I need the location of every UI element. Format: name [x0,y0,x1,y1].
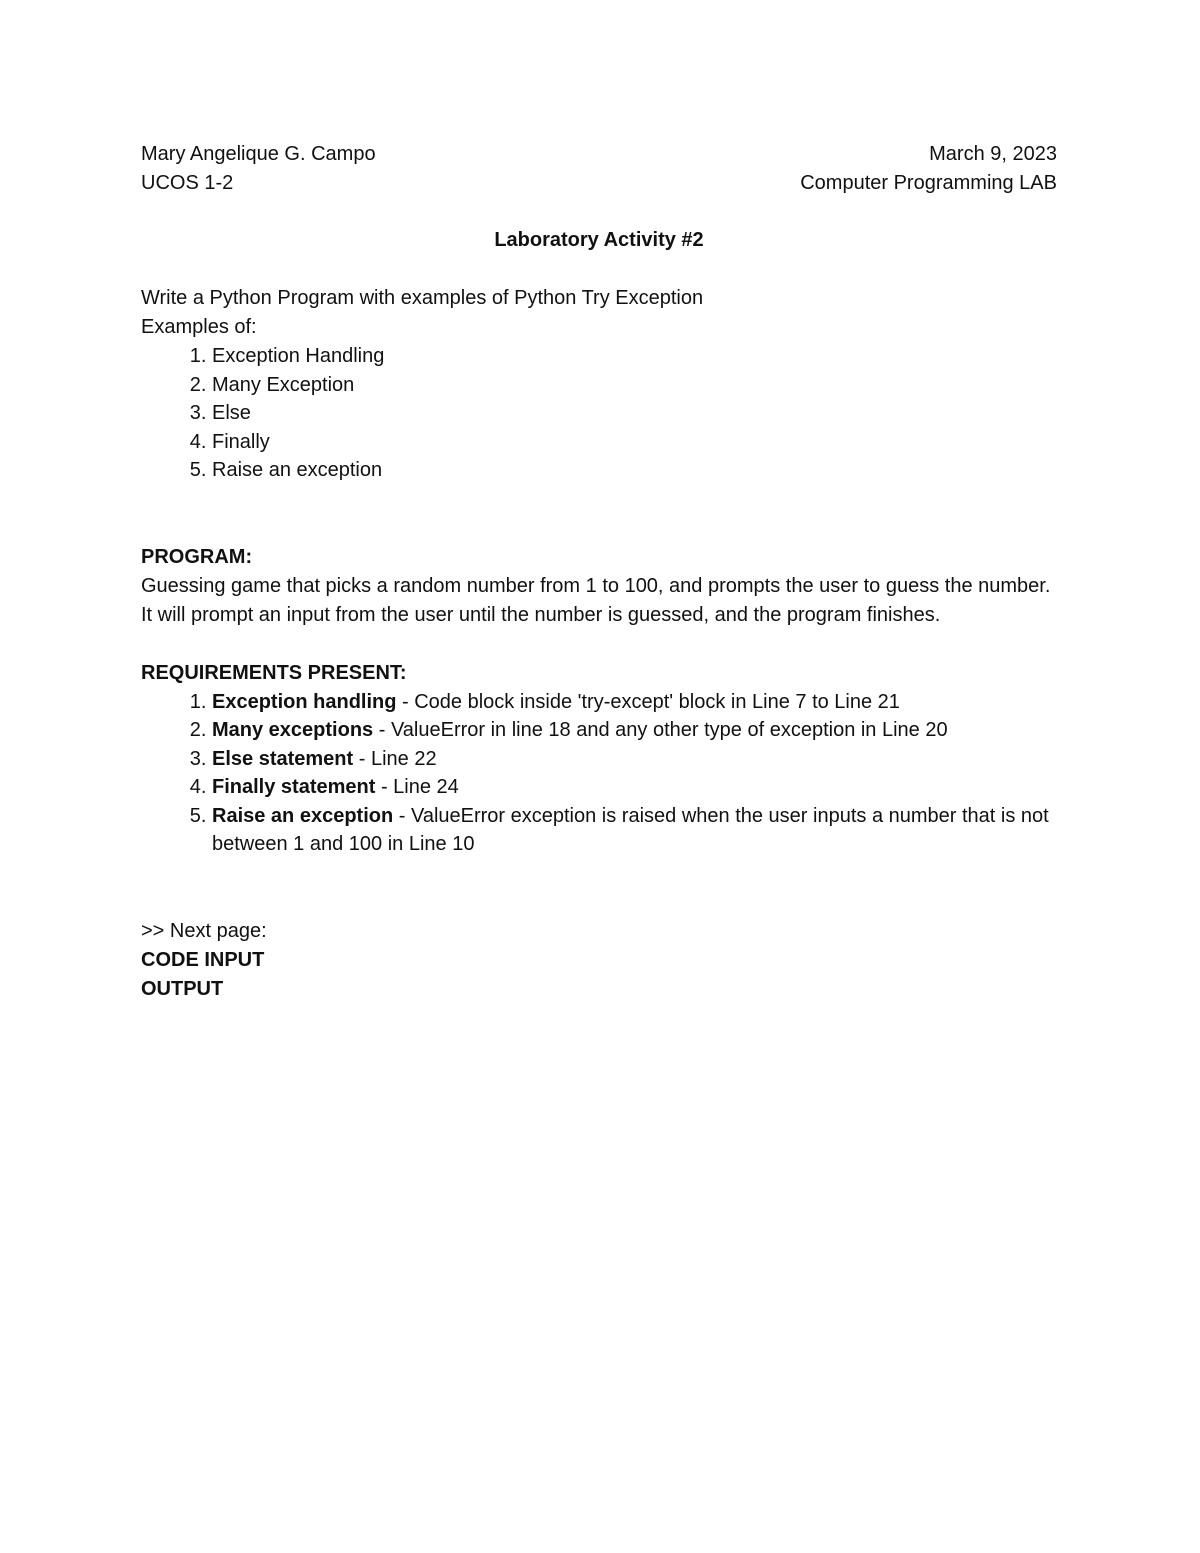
requirement-term: Exception handling [212,690,397,713]
next-page-note: >> Next page: [141,919,267,942]
requirement-desc: - ValueError in line 18 and any other type of exception in Line 20 [373,719,948,741]
document-title: Laboratory Activity #2 [494,229,704,251]
list-item [212,773,1057,802]
list-item: 1. Exception Handling [212,342,1057,371]
list-item: 5. Raise an exception [212,456,1057,485]
list-item: 3. Else [212,399,1057,428]
list-item: 4. Finally [212,428,1057,457]
header-row-1 [141,140,1057,169]
student-name: Mary Angelique G. Campo [141,143,376,165]
examples-list [141,342,1057,485]
program-description: Guessing game that picks a random number from 1 to 100, and prompts the user to guess the number. It will prompt an input from the user until the number is guessed, and the program finishes. [141,574,1051,626]
next-item-output: OUTPUT [141,977,224,1000]
course: Computer Programming LAB [800,172,1057,194]
list-item [212,802,1057,859]
requirement-desc: - Line 24 [375,776,459,798]
intro-line: Write a Python Program with examples of Python Try Exception [141,287,704,309]
requirement-desc: - Code block inside 'try-except' block in Line 7 to Line 21 [396,690,900,713]
list-item [212,745,1057,774]
requirements-heading: REQUIREMENTS PRESENT: [141,661,407,684]
date: March 9, 2023 [929,143,1057,165]
document-page [141,140,1057,1004]
section: UCOS 1-2 [141,172,234,194]
requirement-term: Many exceptions [212,719,374,741]
program-heading: PROGRAM: [141,545,253,568]
requirement-term: Raise an exception [212,804,394,827]
requirement-desc: - Line 22 [353,747,437,770]
list-item [212,688,1057,717]
requirement-desc: - ValueError exception is raised when the user inputs a number that is not between 1 and 100 in Line 10 [212,804,1049,855]
requirement-term: Finally statement [212,776,376,798]
requirements-list [141,688,1057,859]
header-row-2 [141,169,1057,198]
list-item [212,716,1057,745]
requirement-term: Else statement [212,747,354,770]
list-item: 2. Many Exception [212,371,1057,400]
next-item-code-input: CODE INPUT [141,948,265,971]
examples-label: Examples of: [141,316,257,338]
